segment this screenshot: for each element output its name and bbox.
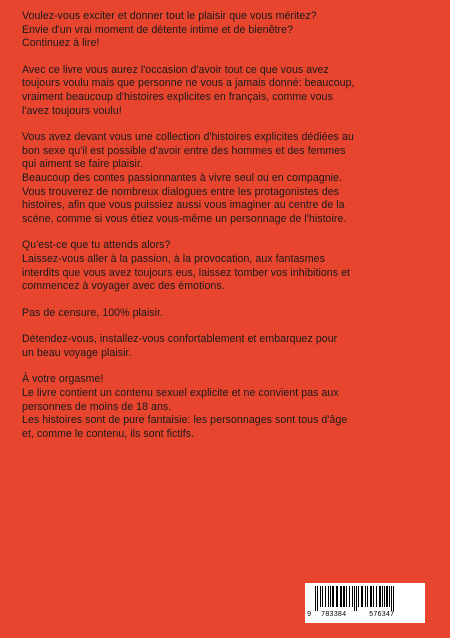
barcode-bar [384, 586, 385, 607]
blurb-line: Continuez à lire! [22, 37, 100, 50]
blurb-paragraph [22, 239, 424, 293]
barcode-bar [354, 586, 355, 611]
barcode-bar [393, 586, 394, 611]
barcode-bars [315, 586, 421, 611]
barcode-bar [391, 586, 392, 611]
blurb-paragraph [22, 131, 424, 226]
barcode-bar [325, 586, 326, 607]
barcode-right-digits: 576347 [369, 611, 395, 619]
blurb-line: Qu'est-ce que tu attends alors? [22, 239, 171, 252]
blurb-line: l'avez toujours voulu! [22, 104, 122, 117]
blurb-line: Vous avez devant vous une collection d'histoires explicites dédiées au [22, 131, 354, 144]
blurb-line: Vous trouverez de nombreux dialogues entre les protagonistes des [22, 185, 340, 198]
barcode-bar [320, 586, 321, 607]
blurb-paragraph [22, 373, 424, 441]
blurb-line: personnes de moins de 18 ans. [22, 400, 172, 413]
blurb-line: histoires, afin que vous puissiez aussi vous imaginer au centre de la [22, 199, 345, 212]
barcode-bar [365, 586, 366, 607]
blurb-paragraph [22, 10, 424, 51]
blurb-line: vraiment beaucoup d'histoires explicites en français, comme vous [22, 90, 333, 103]
blurb-line: Beaucoup des contes passionnantes à vivre seul ou en compagnie. [22, 171, 342, 184]
barcode-bar [358, 586, 359, 607]
blurb-line: Voulez-vous exciter et donner tout le plaisir que vous méritez? [22, 10, 317, 22]
barcode-bar [376, 586, 377, 607]
blurb-line: Avec ce livre vous aurez l'occasion d'avoir tout ce que vous avez [22, 63, 329, 76]
blurb-line: commencez à voyager avec des émotions. [22, 280, 225, 293]
blurb-line: interdits que vous avez toujours eus, laissez tomber vos inhibitions et [22, 266, 351, 279]
barcode-bar [349, 586, 350, 607]
barcode-bar [389, 586, 390, 607]
barcode-bar [386, 586, 388, 607]
barcode-bar [317, 586, 318, 611]
barcode-bar [346, 586, 347, 607]
barcode-bar [352, 586, 353, 607]
barcode-bar [336, 586, 338, 607]
blurb-line: toujours voulu mais que personne ne vous a jamais donné: beaucoup, [22, 77, 355, 90]
blurb-line: À votre orgasme! [22, 373, 104, 386]
blurb-line: Les histoires sont de pure fantaisie: les personnages sont tous d'âge [22, 414, 348, 427]
blurb-line: qui aiment se faire plaisir. [22, 158, 143, 171]
barcode-bar [373, 586, 374, 607]
blurb-paragraph [22, 333, 424, 360]
blurb-paragraph [22, 307, 424, 321]
barcode-digits [307, 611, 421, 620]
barcode-bar [382, 586, 383, 607]
blurb-line: et, comme le contenu, ils sont fictifs. [22, 427, 195, 440]
barcode-bar [322, 586, 323, 607]
blurb-line: bon sexe qu'il est possible d'avoir entre des hommes et des femmes [22, 144, 346, 157]
blurb-line: Laissez-vous aller à la passion, à la provocation, aux fantasmes [22, 252, 325, 265]
blurb-line: scène, comme si vous étiez vous-même un personnage de l'histoire. [22, 212, 347, 225]
barcode-bar [340, 586, 342, 607]
barcode-bar [356, 586, 357, 611]
barcode-bar [332, 586, 334, 607]
barcode-bar [379, 586, 381, 607]
blurb-line: un beau voyage plaisir. [22, 346, 132, 359]
barcode-bar [315, 586, 316, 611]
blurb-line: Pas de censure, 100% plaisir. [22, 306, 164, 319]
barcode-bar [330, 586, 331, 607]
blurb-paragraph [22, 64, 424, 118]
blurb-line: Envie d'un vrai moment de détente intime et de bienêtre? [22, 23, 294, 36]
blurb-line: Le livre contient un contenu sexuel explicite et ne convient pas aux [22, 387, 339, 400]
barcode-bar [370, 586, 372, 607]
barcode-prefix-digit: 9 [307, 611, 312, 619]
blurb-line: Détendez-vous, installez-vous confortablement et embarquez pour [22, 333, 338, 346]
barcode-bar [343, 586, 345, 607]
blurb-text [22, 10, 424, 441]
barcode-bar [361, 586, 363, 607]
isbn-barcode [305, 583, 425, 623]
barcode-bar [328, 586, 329, 607]
barcode-bar [367, 586, 368, 607]
barcode-left-digits: 783384 [321, 611, 347, 619]
